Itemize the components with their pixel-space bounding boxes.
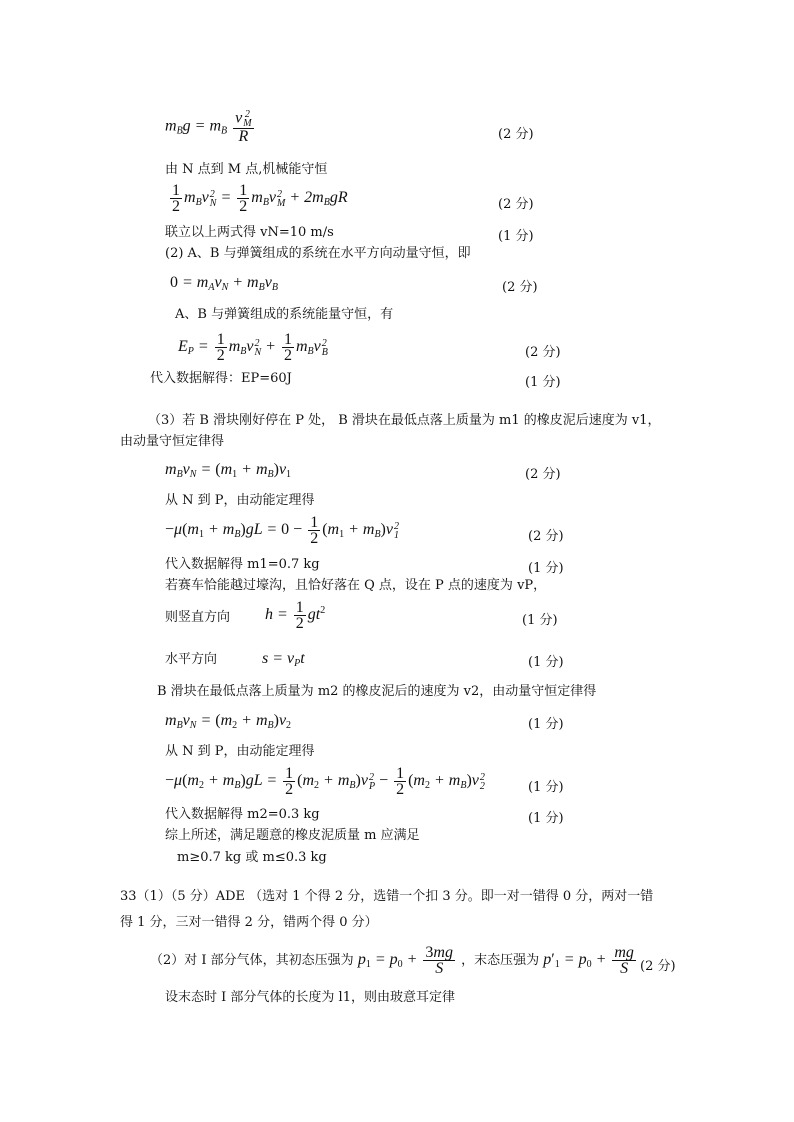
text-line: （3）若 B 滑块刚好停在 P 处， B 滑块在最低点落上质量为 m1 的橡皮泥后速度为 v1，: [148, 413, 661, 428]
text-line: m≥0.7 kg 或 m≤0.3 kg: [177, 850, 327, 865]
eq-momentum-m2: $m_Bv_N = (m_2 + m_B)v_2$: [165, 712, 292, 731]
text-line: 从 N 到 P，由动能定理得: [165, 744, 315, 759]
eq-momentum-ab: $0 = m_Av_N + m_Bv_B$: [170, 274, 278, 293]
text-line: 33（1）（5 分）ADE （选对 1 个得 2 分，选错一个扣 3 分。即一对一错得 0 分，两对一错: [120, 889, 654, 904]
text-line: 代入数据解得 m1=0.7 kg: [165, 557, 320, 572]
score-mark: (1 分): [525, 375, 561, 390]
eq-energy-conservation: $\frac{1}{2}$ $m_Bv$ 2 N = $\frac{1}{2}$ $m_Bv$ 2 M + $2m_BgR$: [172, 182, 348, 215]
text-line: 联立以上两式得 vN=10 m/s: [165, 225, 334, 240]
q33-part2-line: [150, 944, 638, 981]
text-line: 设末态时 I 部分气体的长度为 l1，则由玻意耳定律: [165, 990, 455, 1005]
text-line: 得 1 分，三对一错得 2 分，错两个得 0 分）: [120, 915, 378, 930]
text-line: 由 N 点到 M 点,机械能守恒: [165, 162, 328, 177]
text-segment: ，末态压强为: [461, 953, 540, 968]
text-line: 则竖直方向: [165, 610, 231, 625]
text-line: A、B 与弹簧组成的系统能量守恒，有: [175, 307, 394, 322]
score-mark: (2 分): [502, 280, 538, 295]
score-mark: (2 分): [640, 959, 676, 974]
eq-final-pressure: $p'_1 = p_0$ + $\frac{mg}{S}$: [543, 943, 634, 977]
score-mark: (2 分): [498, 127, 534, 142]
score-mark: (2 分): [525, 345, 561, 360]
score-mark: (1 分): [498, 229, 534, 244]
text-line: 由动量守恒定律得: [120, 434, 225, 449]
eq-centripetal: $m_Bg = m_B$ v 2 M R: [165, 109, 252, 145]
text-line: 若赛车恰能越过壕沟，且恰好落在 Q 点，设在 P 点的速度为 vP，: [165, 578, 547, 593]
text-segment: （2）对 I 部分气体，其初态压强为: [150, 953, 354, 968]
text-line: 综上所述，满足题意的橡皮泥质量 m 应满足: [165, 828, 420, 843]
text-line: 代入数据解得 m2=0.3 kg: [165, 807, 320, 822]
score-mark: (2 分): [525, 467, 561, 482]
score-mark: (2 分): [528, 529, 564, 544]
eq-work-energy-m1: $-\mu(m_1 + m_B)gL = 0$ − $\frac{1}{2}$ $(m_1 + m_B)v$ 2 1: [165, 514, 399, 547]
score-mark: (2 分): [498, 197, 534, 212]
text-line: 水平方向: [165, 652, 218, 667]
eq-work-energy-m2: $-\mu(m_2 + m_B)gL$ = $\frac{1}{2}$ $(m_2 + m_B)v$ 2 P − $\frac{1}{2}$ $(m_2 + m_B)v$ 2 2: [165, 765, 485, 798]
text-line: 代入数据解得：EP=60J: [150, 371, 292, 386]
eq-momentum-m1: $m_Bv_N = (m_1 + m_B)v_1$: [165, 461, 292, 480]
text-line: (2) A、B 与弹簧组成的系统在水平方向动量守恒，即: [165, 246, 471, 261]
eq-horizontal: $s = v_Pt$: [262, 650, 305, 669]
score-mark: (1 分): [522, 613, 558, 628]
score-mark: (1 分): [528, 655, 564, 670]
text-line: 从 N 到 P，由动能定理得: [165, 493, 315, 508]
score-mark: (1 分): [528, 717, 564, 732]
score-mark: (1 分): [528, 811, 564, 826]
eq-vertical-fall: h = $\frac{1}{2}$ $gt^2$: [265, 599, 326, 632]
score-mark: (1 分): [528, 561, 564, 576]
text-line: B 滑块在最低点落上质量为 m2 的橡皮泥后的速度为 v2，由动量守恒定律得: [157, 684, 597, 699]
eq-initial-pressure: $p_1 = p_0$ + $\frac{3mg}{S}$: [357, 943, 453, 977]
score-mark: (1 分): [528, 780, 564, 795]
eq-spring-energy: $E_P$ = $\frac{1}{2}$ $m_Bv$ 2 N + $\frac{1}{2}$ $m_Bv$ 2 B: [178, 331, 328, 364]
